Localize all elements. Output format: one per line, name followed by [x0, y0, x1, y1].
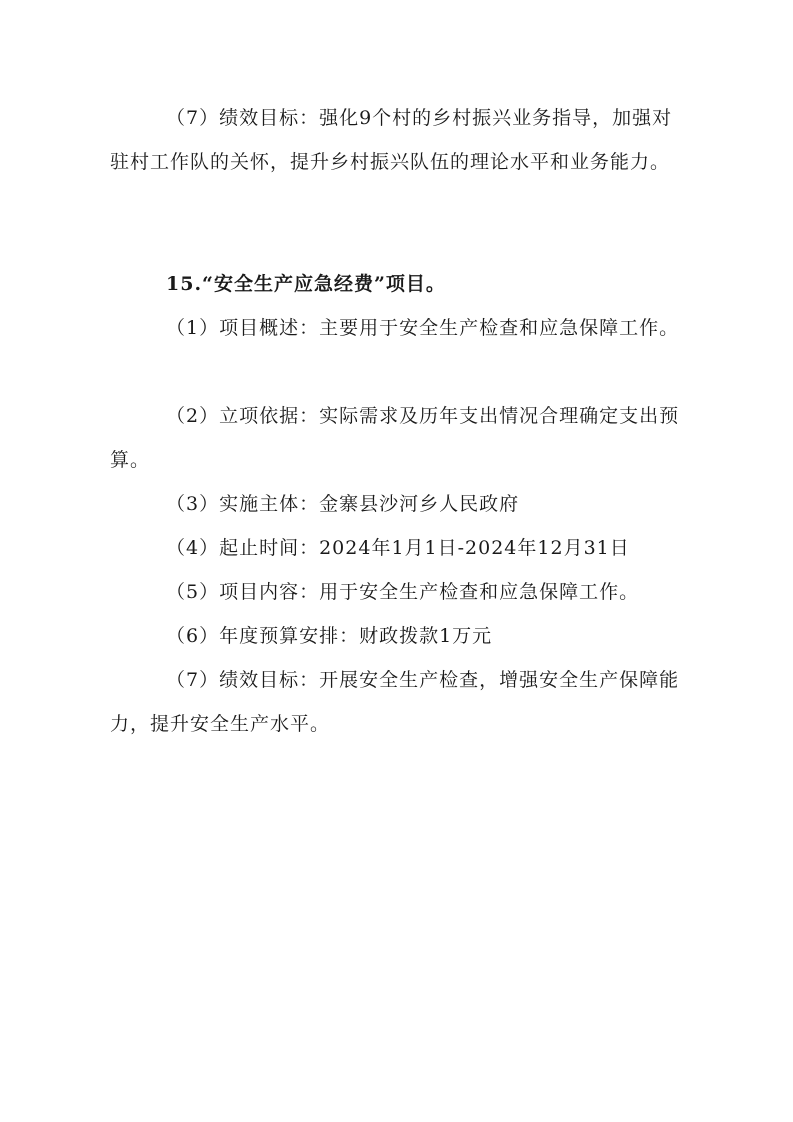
- annual-budget: （6）年度预算安排：财政拨款1万元: [166, 625, 493, 647]
- project-period: （4）起止时间：2024年1月1日-2024年12月31日: [166, 537, 630, 559]
- performance-goal-previous: （7）绩效目标：强化9个村的乡村振兴业务指导，加强对驻村工作队的关怀，提升乡村振兴队伍的理论水平和业务能力。: [110, 107, 673, 173]
- project-basis: （2）立项依据：实际需求及历年支出情况合理确定支出预算。: [110, 405, 680, 471]
- performance-goal: （7）绩效目标：开展安全生产检查，增强安全生产保障能力，提升安全生产水平。: [110, 669, 680, 735]
- project-content: （5）项目内容：用于安全生产检查和应急保障工作。: [166, 581, 640, 603]
- project-overview: （1）项目概述：主要用于安全生产检查和应急保障工作。: [166, 317, 680, 339]
- section-heading: 15.“安全生产应急经费”项目。: [166, 273, 446, 295]
- implementing-entity: （3）实施主体：金寨县沙河乡人民政府: [166, 493, 520, 515]
